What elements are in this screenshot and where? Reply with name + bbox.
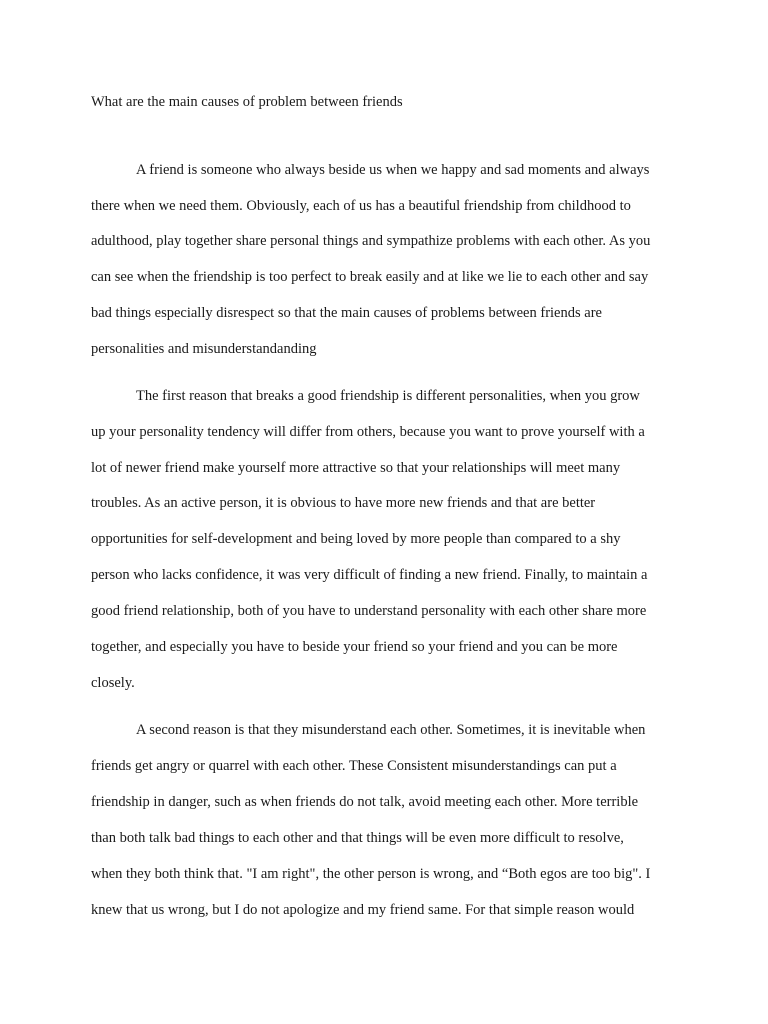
text-line: knew that us wrong, but I do not apologize and my friend same. For that simple reason would — [91, 902, 635, 918]
text-line: person who lacks confidence, it was very difficult of finding a new friend. Finally, to maintain a — [91, 567, 648, 583]
text-line: closely. — [91, 675, 135, 691]
text-line: personalities and misunderstandanding — [91, 341, 317, 357]
text-line: bad things especially disrespect so that the main causes of problems between friends are — [91, 305, 602, 321]
text-line: The first reason that breaks a good friendship is different personalities, when you grow — [136, 388, 640, 404]
text-line: together, and especially you have to beside your friend so your friend and you can be more — [91, 639, 618, 655]
text-line: lot of newer friend make yourself more attractive so that your relationships will meet many — [91, 460, 621, 476]
document-title: What are the main causes of problem between friends — [91, 94, 403, 110]
text-line: A second reason is that they misunderstand each other. Sometimes, it is inevitable when — [136, 722, 646, 738]
text-line: good friend relationship, both of you have to understand personality with each other share more — [91, 603, 647, 619]
text-line: friendship in danger, such as when friends do not talk, avoid meeting each other. More terrible — [91, 794, 639, 810]
text-line: can see when the friendship is too perfect to break easily and at like we lie to each other and say — [91, 269, 649, 285]
text-line: there when we need them. Obviously, each of us has a beautiful friendship from childhood to — [91, 198, 631, 214]
text-line: friends get angry or quarrel with each other. These Consistent misunderstandings can put a — [91, 758, 617, 774]
text-line: than both talk bad things to each other and that things will be even more difficult to resolve, — [91, 830, 624, 846]
text-line: up your personality tendency will differ from others, because you want to prove yourself with a — [91, 424, 645, 440]
text-line: opportunities for self-development and being loved by more people than compared to a shy — [91, 531, 621, 547]
text-line: A friend is someone who always beside us when we happy and sad moments and always — [136, 162, 650, 178]
text-line: adulthood, play together share personal things and sympathize problems with each other. As you — [91, 233, 651, 249]
text-line: troubles. As an active person, it is obvious to have more new friends and that are better — [91, 495, 596, 511]
text-line: when they both think that. "I am right", the other person is wrong, and “Both egos are too big". I — [91, 866, 651, 882]
